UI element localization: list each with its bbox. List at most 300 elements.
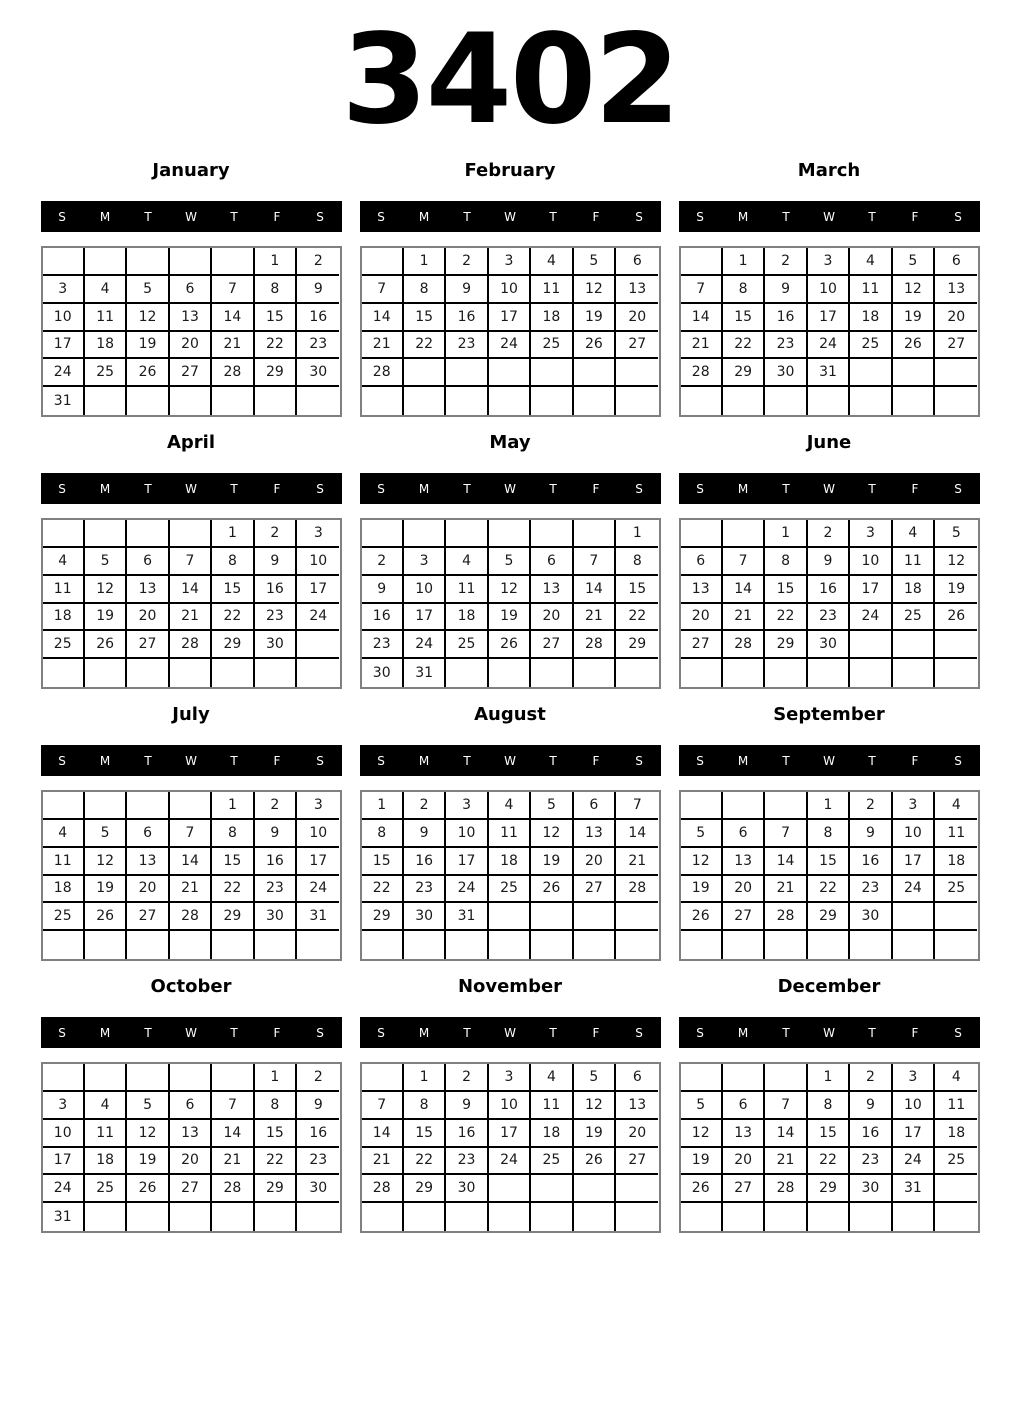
date-cell: 6	[935, 248, 977, 276]
empty-cell	[574, 931, 616, 959]
day-header-cell: T	[463, 753, 471, 768]
date-cell: 11	[43, 576, 85, 604]
date-cell: 13	[681, 576, 723, 604]
empty-cell	[681, 248, 723, 276]
date-cell: 22	[212, 604, 254, 632]
empty-cell	[362, 387, 404, 415]
date-cell: 3	[43, 1092, 85, 1120]
date-cell: 23	[850, 1148, 892, 1176]
date-cell: 29	[808, 1175, 850, 1203]
date-cell: 17	[489, 1120, 531, 1148]
empty-cell	[616, 931, 658, 959]
date-cell: 11	[446, 576, 488, 604]
date-cell: 17	[297, 848, 339, 876]
date-cell: 28	[212, 359, 254, 387]
date-cell: 25	[446, 631, 488, 659]
empty-cell	[531, 520, 573, 548]
empty-cell	[43, 520, 85, 548]
date-cell: 23	[255, 604, 297, 632]
date-cell: 10	[850, 548, 892, 576]
empty-cell	[170, 1203, 212, 1231]
date-cell: 7	[362, 276, 404, 304]
date-cell: 30	[850, 1175, 892, 1203]
date-cell: 8	[808, 820, 850, 848]
date-cell: 18	[935, 1120, 977, 1148]
date-cell: 23	[255, 876, 297, 904]
empty-cell	[574, 387, 616, 415]
date-cell: 9	[446, 1092, 488, 1120]
month-title: September	[773, 704, 885, 725]
date-cell: 12	[574, 1092, 616, 1120]
month-title: January	[152, 160, 230, 181]
date-cell: 11	[43, 848, 85, 876]
date-cell: 26	[893, 332, 935, 360]
month-title: October	[150, 976, 232, 997]
date-cell: 14	[170, 576, 212, 604]
date-cell: 28	[765, 1175, 807, 1203]
date-cell: 11	[935, 1092, 977, 1120]
date-cell: 12	[893, 276, 935, 304]
date-cell: 6	[681, 548, 723, 576]
day-header-cell: S	[954, 481, 962, 496]
day-header-cell: W	[185, 1025, 197, 1040]
date-cell: 31	[43, 387, 85, 415]
day-header-cell: S	[954, 753, 962, 768]
date-cell: 22	[404, 332, 446, 360]
date-cell: 2	[850, 1064, 892, 1092]
day-header-cell: F	[273, 209, 281, 224]
day-header-cell: M	[418, 1025, 430, 1040]
date-cell: 25	[43, 631, 85, 659]
date-cell: 22	[808, 876, 850, 904]
day-header-cell: S	[696, 753, 704, 768]
date-cell: 8	[362, 820, 404, 848]
date-cell: 30	[850, 903, 892, 931]
date-cell: 17	[850, 576, 892, 604]
empty-cell	[404, 387, 446, 415]
date-cell: 3	[808, 248, 850, 276]
month-grid	[679, 246, 980, 417]
empty-cell	[681, 520, 723, 548]
date-cell: 26	[85, 631, 127, 659]
date-cell: 18	[893, 576, 935, 604]
date-cell: 10	[404, 576, 446, 604]
date-cell: 15	[616, 576, 658, 604]
date-cell: 23	[404, 876, 446, 904]
empty-cell	[765, 931, 807, 959]
day-header-bar	[41, 473, 342, 504]
day-header-cell: F	[273, 753, 281, 768]
date-cell: 17	[43, 1148, 85, 1176]
empty-cell	[85, 1064, 127, 1092]
empty-cell	[127, 931, 169, 959]
day-header-cell: T	[144, 209, 152, 224]
empty-cell	[446, 659, 488, 687]
day-header-cell: F	[592, 753, 600, 768]
month-grid	[679, 518, 980, 689]
date-cell: 1	[404, 1064, 446, 1092]
month-grid	[41, 518, 342, 689]
date-cell: 2	[446, 1064, 488, 1092]
day-header-cell: T	[463, 209, 471, 224]
empty-cell	[893, 387, 935, 415]
empty-cell	[531, 931, 573, 959]
date-cell: 31	[297, 903, 339, 931]
date-cell: 27	[127, 631, 169, 659]
day-header-cell: T	[549, 209, 557, 224]
empty-cell	[446, 520, 488, 548]
date-cell: 22	[404, 1148, 446, 1176]
empty-cell	[446, 387, 488, 415]
day-header-cell: W	[504, 1025, 516, 1040]
day-header-cell: S	[316, 481, 324, 496]
date-cell: 25	[893, 604, 935, 632]
empty-cell	[489, 931, 531, 959]
day-header-cell: T	[549, 1025, 557, 1040]
empty-cell	[297, 631, 339, 659]
date-cell: 1	[765, 520, 807, 548]
date-cell: 14	[723, 576, 765, 604]
date-cell: 18	[43, 876, 85, 904]
date-cell: 21	[170, 604, 212, 632]
day-header-bar	[679, 201, 980, 232]
day-header-cell: W	[823, 209, 835, 224]
date-cell: 25	[935, 876, 977, 904]
empty-cell	[297, 1203, 339, 1231]
date-cell: 27	[170, 1175, 212, 1203]
day-header-cell: T	[782, 753, 790, 768]
empty-cell	[681, 1064, 723, 1092]
empty-cell	[681, 387, 723, 415]
date-cell: 6	[574, 792, 616, 820]
day-header-cell: W	[185, 753, 197, 768]
date-cell: 19	[893, 304, 935, 332]
day-header-bar	[41, 745, 342, 776]
date-cell: 18	[489, 848, 531, 876]
date-cell: 31	[446, 903, 488, 931]
date-cell: 17	[404, 604, 446, 632]
day-header-bar	[679, 473, 980, 504]
date-cell: 21	[362, 332, 404, 360]
date-cell: 1	[362, 792, 404, 820]
empty-cell	[170, 248, 212, 276]
date-cell: 25	[531, 332, 573, 360]
date-cell: 27	[723, 903, 765, 931]
month-grid	[360, 518, 661, 689]
date-cell: 13	[723, 848, 765, 876]
date-cell: 9	[850, 1092, 892, 1120]
date-cell: 9	[808, 548, 850, 576]
date-cell: 6	[531, 548, 573, 576]
day-header-cell: W	[504, 753, 516, 768]
date-cell: 22	[723, 332, 765, 360]
empty-cell	[574, 520, 616, 548]
empty-cell	[127, 248, 169, 276]
empty-cell	[893, 931, 935, 959]
day-header-bar	[679, 1017, 980, 1048]
date-cell: 29	[404, 1175, 446, 1203]
date-cell: 16	[850, 848, 892, 876]
empty-cell	[489, 1175, 531, 1203]
date-cell: 4	[446, 548, 488, 576]
date-cell: 19	[531, 848, 573, 876]
date-cell: 17	[43, 332, 85, 360]
empty-cell	[723, 1064, 765, 1092]
empty-cell	[404, 1203, 446, 1231]
empty-cell	[850, 387, 892, 415]
date-cell: 25	[531, 1148, 573, 1176]
month-block	[41, 702, 342, 961]
date-cell: 2	[404, 792, 446, 820]
date-cell: 19	[574, 304, 616, 332]
month-block	[41, 430, 342, 689]
day-header-cell: S	[316, 753, 324, 768]
date-cell: 15	[255, 304, 297, 332]
empty-cell	[362, 1203, 404, 1231]
empty-cell	[723, 1203, 765, 1231]
date-cell: 16	[446, 304, 488, 332]
empty-cell	[212, 387, 254, 415]
date-cell: 10	[893, 820, 935, 848]
empty-cell	[723, 792, 765, 820]
empty-cell	[531, 359, 573, 387]
day-header-cell: W	[823, 1025, 835, 1040]
empty-cell	[681, 659, 723, 687]
empty-cell	[43, 931, 85, 959]
date-cell: 20	[127, 604, 169, 632]
date-cell: 16	[297, 304, 339, 332]
date-cell: 12	[127, 304, 169, 332]
date-cell: 24	[808, 332, 850, 360]
date-cell: 25	[85, 1175, 127, 1203]
month-block	[360, 158, 661, 417]
empty-cell	[446, 1203, 488, 1231]
empty-cell	[362, 931, 404, 959]
date-cell: 9	[255, 820, 297, 848]
empty-cell	[935, 659, 977, 687]
date-cell: 1	[723, 248, 765, 276]
date-cell: 27	[127, 903, 169, 931]
date-cell: 20	[935, 304, 977, 332]
empty-cell	[616, 659, 658, 687]
date-cell: 19	[574, 1120, 616, 1148]
date-cell: 15	[404, 304, 446, 332]
date-cell: 4	[850, 248, 892, 276]
empty-cell	[297, 931, 339, 959]
date-cell: 17	[893, 1120, 935, 1148]
date-cell: 29	[808, 903, 850, 931]
date-cell: 1	[212, 792, 254, 820]
date-cell: 24	[297, 876, 339, 904]
date-cell: 25	[489, 876, 531, 904]
date-cell: 15	[765, 576, 807, 604]
date-cell: 17	[893, 848, 935, 876]
empty-cell	[935, 359, 977, 387]
date-cell: 18	[85, 332, 127, 360]
empty-cell	[935, 1175, 977, 1203]
date-cell: 10	[297, 548, 339, 576]
date-cell: 13	[935, 276, 977, 304]
empty-cell	[489, 359, 531, 387]
empty-cell	[362, 520, 404, 548]
empty-cell	[616, 387, 658, 415]
date-cell: 15	[212, 576, 254, 604]
date-cell: 14	[362, 304, 404, 332]
empty-cell	[531, 659, 573, 687]
empty-cell	[404, 520, 446, 548]
empty-cell	[255, 387, 297, 415]
date-cell: 19	[681, 876, 723, 904]
date-cell: 29	[362, 903, 404, 931]
date-cell: 7	[574, 548, 616, 576]
date-cell: 11	[935, 820, 977, 848]
date-cell: 19	[85, 876, 127, 904]
empty-cell	[212, 1203, 254, 1231]
date-cell: 6	[616, 248, 658, 276]
month-block	[679, 702, 980, 961]
empty-cell	[531, 903, 573, 931]
date-cell: 13	[616, 1092, 658, 1120]
date-cell: 16	[808, 576, 850, 604]
date-cell: 5	[127, 1092, 169, 1120]
day-header-cell: T	[549, 753, 557, 768]
day-header-cell: M	[737, 481, 749, 496]
empty-cell	[893, 903, 935, 931]
date-cell: 23	[446, 1148, 488, 1176]
date-cell: 8	[404, 276, 446, 304]
day-header-bar	[360, 745, 661, 776]
date-cell: 3	[489, 248, 531, 276]
empty-cell	[681, 931, 723, 959]
date-cell: 21	[681, 332, 723, 360]
empty-cell	[489, 387, 531, 415]
date-cell: 4	[85, 276, 127, 304]
day-header-cell: F	[592, 209, 600, 224]
date-cell: 5	[935, 520, 977, 548]
empty-cell	[255, 1203, 297, 1231]
date-cell: 10	[43, 304, 85, 332]
empty-cell	[808, 931, 850, 959]
date-cell: 3	[297, 792, 339, 820]
date-cell: 9	[850, 820, 892, 848]
date-cell: 10	[43, 1120, 85, 1148]
date-cell: 6	[127, 820, 169, 848]
date-cell: 10	[446, 820, 488, 848]
date-cell: 7	[681, 276, 723, 304]
date-cell: 7	[616, 792, 658, 820]
date-cell: 12	[574, 276, 616, 304]
date-cell: 28	[765, 903, 807, 931]
day-header-cell: S	[954, 209, 962, 224]
date-cell: 5	[893, 248, 935, 276]
date-cell: 24	[43, 359, 85, 387]
empty-cell	[765, 1064, 807, 1092]
date-cell: 31	[893, 1175, 935, 1203]
empty-cell	[531, 1175, 573, 1203]
date-cell: 8	[255, 276, 297, 304]
date-cell: 11	[850, 276, 892, 304]
date-cell: 10	[489, 276, 531, 304]
month-block	[360, 974, 661, 1233]
date-cell: 7	[765, 1092, 807, 1120]
day-header-cell: M	[737, 753, 749, 768]
date-cell: 1	[808, 792, 850, 820]
empty-cell	[935, 631, 977, 659]
date-cell: 16	[446, 1120, 488, 1148]
date-cell: 22	[255, 1148, 297, 1176]
month-block	[360, 702, 661, 961]
day-header-cell: T	[782, 209, 790, 224]
empty-cell	[850, 1203, 892, 1231]
date-cell: 29	[255, 359, 297, 387]
day-header-cell: W	[504, 481, 516, 496]
date-cell: 21	[723, 604, 765, 632]
date-cell: 10	[893, 1092, 935, 1120]
date-cell: 20	[574, 848, 616, 876]
date-cell: 3	[297, 520, 339, 548]
date-cell: 24	[489, 1148, 531, 1176]
empty-cell	[43, 248, 85, 276]
date-cell: 3	[404, 548, 446, 576]
date-cell: 11	[85, 304, 127, 332]
date-cell: 21	[574, 604, 616, 632]
date-cell: 6	[616, 1064, 658, 1092]
empty-cell	[212, 248, 254, 276]
date-cell: 2	[362, 548, 404, 576]
empty-cell	[127, 1064, 169, 1092]
date-cell: 3	[850, 520, 892, 548]
date-cell: 31	[43, 1203, 85, 1231]
date-cell: 17	[446, 848, 488, 876]
day-header-cell: T	[868, 753, 876, 768]
date-cell: 2	[255, 520, 297, 548]
date-cell: 12	[531, 820, 573, 848]
date-cell: 24	[43, 1175, 85, 1203]
date-cell: 4	[43, 548, 85, 576]
empty-cell	[170, 659, 212, 687]
date-cell: 28	[212, 1175, 254, 1203]
date-cell: 24	[297, 604, 339, 632]
date-cell: 18	[531, 304, 573, 332]
date-cell: 11	[531, 1092, 573, 1120]
year-title: 3402	[341, 8, 679, 152]
day-header-cell: S	[635, 209, 643, 224]
empty-cell	[808, 387, 850, 415]
date-cell: 26	[935, 604, 977, 632]
date-cell: 29	[255, 1175, 297, 1203]
empty-cell	[255, 659, 297, 687]
day-header-cell: T	[144, 481, 152, 496]
day-header-bar	[41, 201, 342, 232]
date-cell: 9	[297, 1092, 339, 1120]
date-cell: 30	[362, 659, 404, 687]
empty-cell	[43, 792, 85, 820]
month-title: July	[172, 704, 210, 725]
day-header-cell: M	[99, 753, 111, 768]
date-cell: 26	[681, 1175, 723, 1203]
date-cell: 13	[127, 576, 169, 604]
date-cell: 2	[850, 792, 892, 820]
date-cell: 20	[531, 604, 573, 632]
month-grid	[360, 790, 661, 961]
date-cell: 1	[255, 248, 297, 276]
date-cell: 3	[43, 276, 85, 304]
empty-cell	[616, 359, 658, 387]
date-cell: 13	[531, 576, 573, 604]
date-cell: 17	[489, 304, 531, 332]
date-cell: 15	[808, 848, 850, 876]
empty-cell	[574, 1175, 616, 1203]
